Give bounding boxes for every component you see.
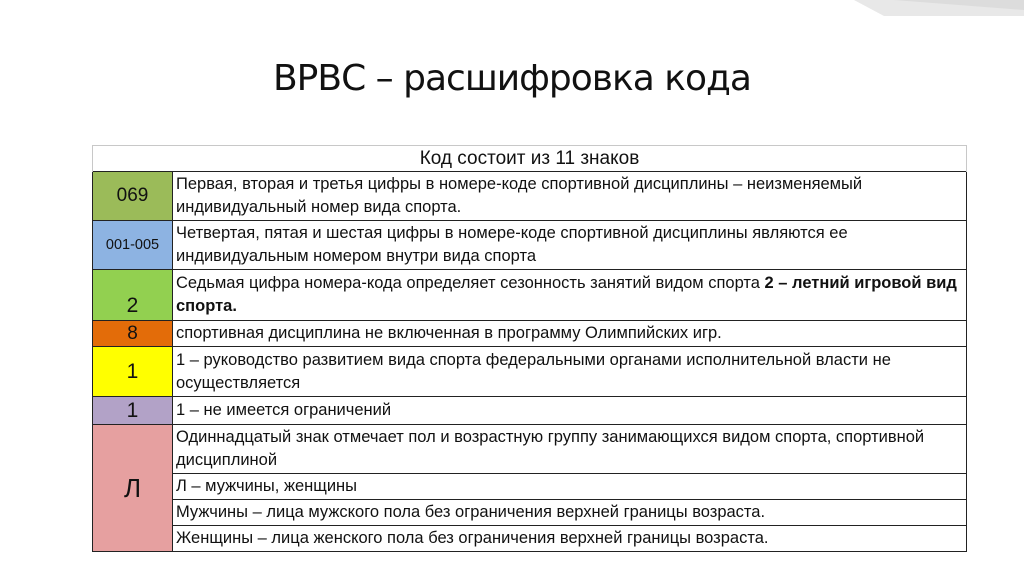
- table-row: [93, 500, 967, 526]
- code-cell: 001-005: [93, 221, 173, 270]
- table-row: [93, 321, 967, 347]
- table-row: [93, 270, 967, 321]
- code-cell: 069: [93, 172, 173, 221]
- table-row: [93, 474, 967, 500]
- description-cell: Мужчины – лица мужского пола без ограничения верхней границы возраста.: [173, 500, 967, 526]
- code-table: [92, 145, 967, 552]
- table-row: [93, 526, 967, 552]
- description-cell: Четвертая, пятая и шестая цифры в номере-коде спортивной дисциплины являются ее индивидуальным номером внутри вида спорта: [173, 221, 967, 270]
- code-cell: 2: [93, 270, 173, 321]
- code-cell: 1: [93, 347, 173, 397]
- description-cell: Женщины – лица женского пола без ограничения верхней границы возраста.: [173, 526, 967, 552]
- description-cell: 1 – не имеется ограничений: [173, 397, 967, 425]
- description-text: Седьмая цифра номера-кода определяет сезонность занятий видом спорта: [176, 274, 765, 292]
- corner-decoration: [854, 0, 1024, 16]
- description-cell: Л – мужчины, женщины: [173, 474, 967, 500]
- description-cell: [173, 270, 967, 321]
- code-cell: 1: [93, 397, 173, 425]
- table-header-row: [93, 146, 967, 172]
- table-row: [93, 221, 967, 270]
- code-cell: 8: [93, 321, 173, 347]
- description-cell: Одиннадцатый знак отмечает пол и возрастную группу занимающихся видом спорта, спортивной дисциплиной: [173, 425, 967, 474]
- table-row: [93, 347, 967, 397]
- code-cell: Л: [93, 425, 173, 552]
- description-cell: спортивная дисциплина не включенная в программу Олимпийских игр.: [173, 321, 967, 347]
- table-row: [93, 397, 967, 425]
- description-cell: Первая, вторая и третья цифры в номере-коде спортивной дисциплины – неизменяемый индивидуальный номер вида спорта.: [173, 172, 967, 221]
- slide-title: ВРВС – расшифровка кода: [272, 58, 751, 99]
- table-header: Код состоит из 11 знаков: [93, 146, 967, 172]
- table-row: [93, 172, 967, 221]
- table-row: [93, 425, 967, 474]
- description-bold-text: 2 – летний игровой вид спорта.: [176, 274, 957, 315]
- description-cell: 1 – руководство развитием вида спорта федеральными органами исполнительной власти не осуществляется: [173, 347, 967, 397]
